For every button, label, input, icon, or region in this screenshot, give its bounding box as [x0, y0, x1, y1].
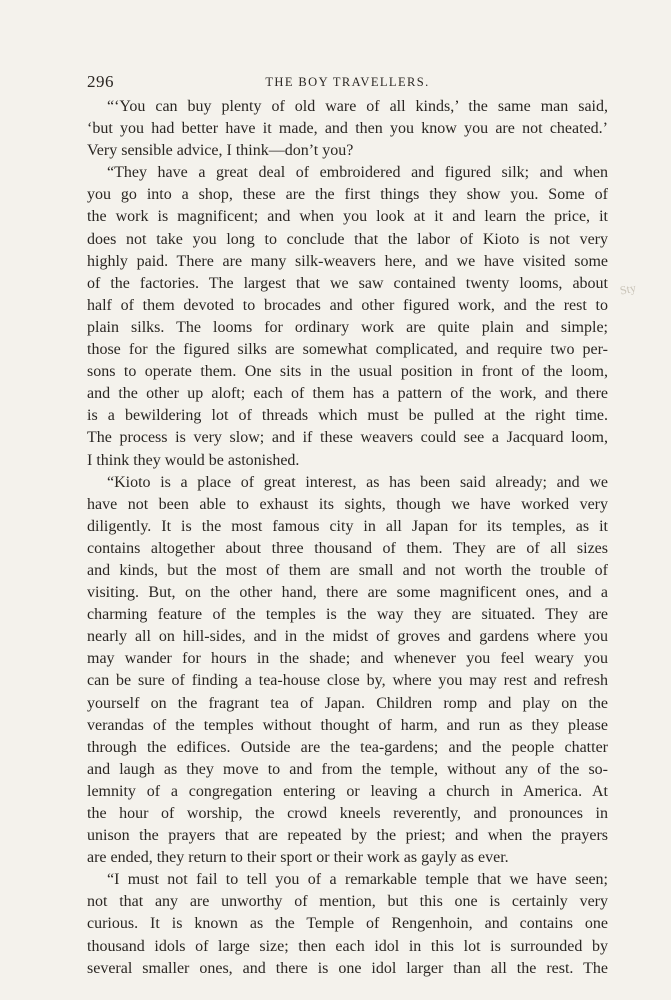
text-line: have not been able to exhaust its sights, though we have worked very: [87, 495, 608, 513]
text-line: the work is magnificent; and when you look at it and learn the price, it: [87, 208, 608, 226]
text-line: The process is very slow; and if these weavers could see a Jacquard loom,: [87, 429, 608, 447]
body-text: [87, 96, 608, 980]
text-line: and kinds, but the most of them are small and not worth the trouble of: [87, 561, 608, 579]
text-line: thousand idols of large size; then each idol in this lot is surrounded by: [87, 937, 608, 955]
text-line: nearly all on hill-sides, and in the midst of groves and gardens where you: [87, 628, 608, 646]
text-line: sons to operate them. One sits in the usual position in front of the loom,: [87, 363, 608, 381]
text-line: ‘but you had better have it made, and then you know you are not cheated.’: [87, 120, 608, 138]
text-line: does not take you long to conclude that the labor of Kioto is not very: [87, 230, 608, 248]
text-line: and the other up aloft; each of them has a pattern of the work, and there: [87, 385, 608, 403]
text-line: “They have a great deal of embroidered and figured silk; and when: [107, 164, 608, 182]
text-line: through the edifices. Outside are the tea-gardens; and the people chatter: [87, 738, 608, 756]
text-line: and laugh as they move to and from the temple, without any of the so-: [87, 760, 608, 778]
text-line: yourself on the fragrant tea of Japan. Children romp and play on the: [87, 694, 608, 712]
text-line: charming feature of the temples is the way they are situated. They are: [87, 606, 608, 624]
text-line: several smaller ones, and there is one idol larger than all the rest. The: [87, 959, 608, 977]
text-line: plain silks. The looms for ordinary work are quite plain and simple;: [87, 318, 608, 336]
text-line: the hour of worship, the crowd kneels reverently, and pronounces in: [87, 805, 608, 822]
text-line: verandas of the temples without thought of harm, and run as they please: [87, 716, 608, 734]
text-line: unison the prayers that are repeated by the priest; and when the prayers: [87, 827, 608, 845]
text-line: is a bewildering lot of threads which must be pulled at the right time.: [87, 407, 608, 425]
text-line: not that any are unworthy of mention, but this one is certainly very: [87, 893, 608, 911]
text-line: lemnity of a congregation entering or leaving a church in America. At: [87, 782, 608, 800]
text-line: Very sensible advice, I think—don’t you?: [87, 142, 354, 160]
text-line: you go into a shop, these are the first things they show you. Some of: [87, 186, 608, 204]
text-line: “I must not fail to tell you of a remarkable temple that we have seen;: [107, 871, 608, 889]
text-line: of the factories. The largest that we saw contained twenty looms, about: [87, 274, 608, 292]
text-line: half of them devoted to brocades and other figured work, and the rest to: [87, 296, 608, 314]
text-line: those for the figured silks are somewhat complicated, and require two per-: [87, 341, 608, 359]
page-number: 296: [87, 72, 114, 91]
text-line: are ended, they return to their sport or their work as gayly as ever.: [87, 849, 509, 867]
text-line: visiting. But, on the other hand, there are some magnificent ones, and a: [87, 584, 608, 602]
text-line: highly paid. There are many silk-weavers here, and we have visited some: [87, 252, 608, 270]
text-line: I think they would be astonished.: [87, 451, 300, 469]
text-line: can be sure of finding a tea-house close by, where you may rest and refresh: [87, 672, 608, 690]
text-line: curious. It is known as the Temple of Rengenhoin, and contains one: [87, 915, 608, 933]
margin-mark: Sty: [618, 280, 638, 298]
text-line: may wander for hours in the shade; and whenever you feel weary you: [87, 650, 608, 668]
text-line: “‘You can buy plenty of old ware of all kinds,’ the same man said,: [107, 98, 608, 115]
running-title: THE BOY TRAVELLERS.: [265, 75, 430, 89]
text-line: contains altogether about three thousand of them. They are of all sizes: [87, 539, 608, 557]
text-line: “Kioto is a place of great interest, as has been said already; and we: [107, 473, 608, 491]
text-line: diligently. It is the most famous city in all Japan for its temples, as it: [87, 517, 608, 535]
page-header: [87, 72, 608, 94]
